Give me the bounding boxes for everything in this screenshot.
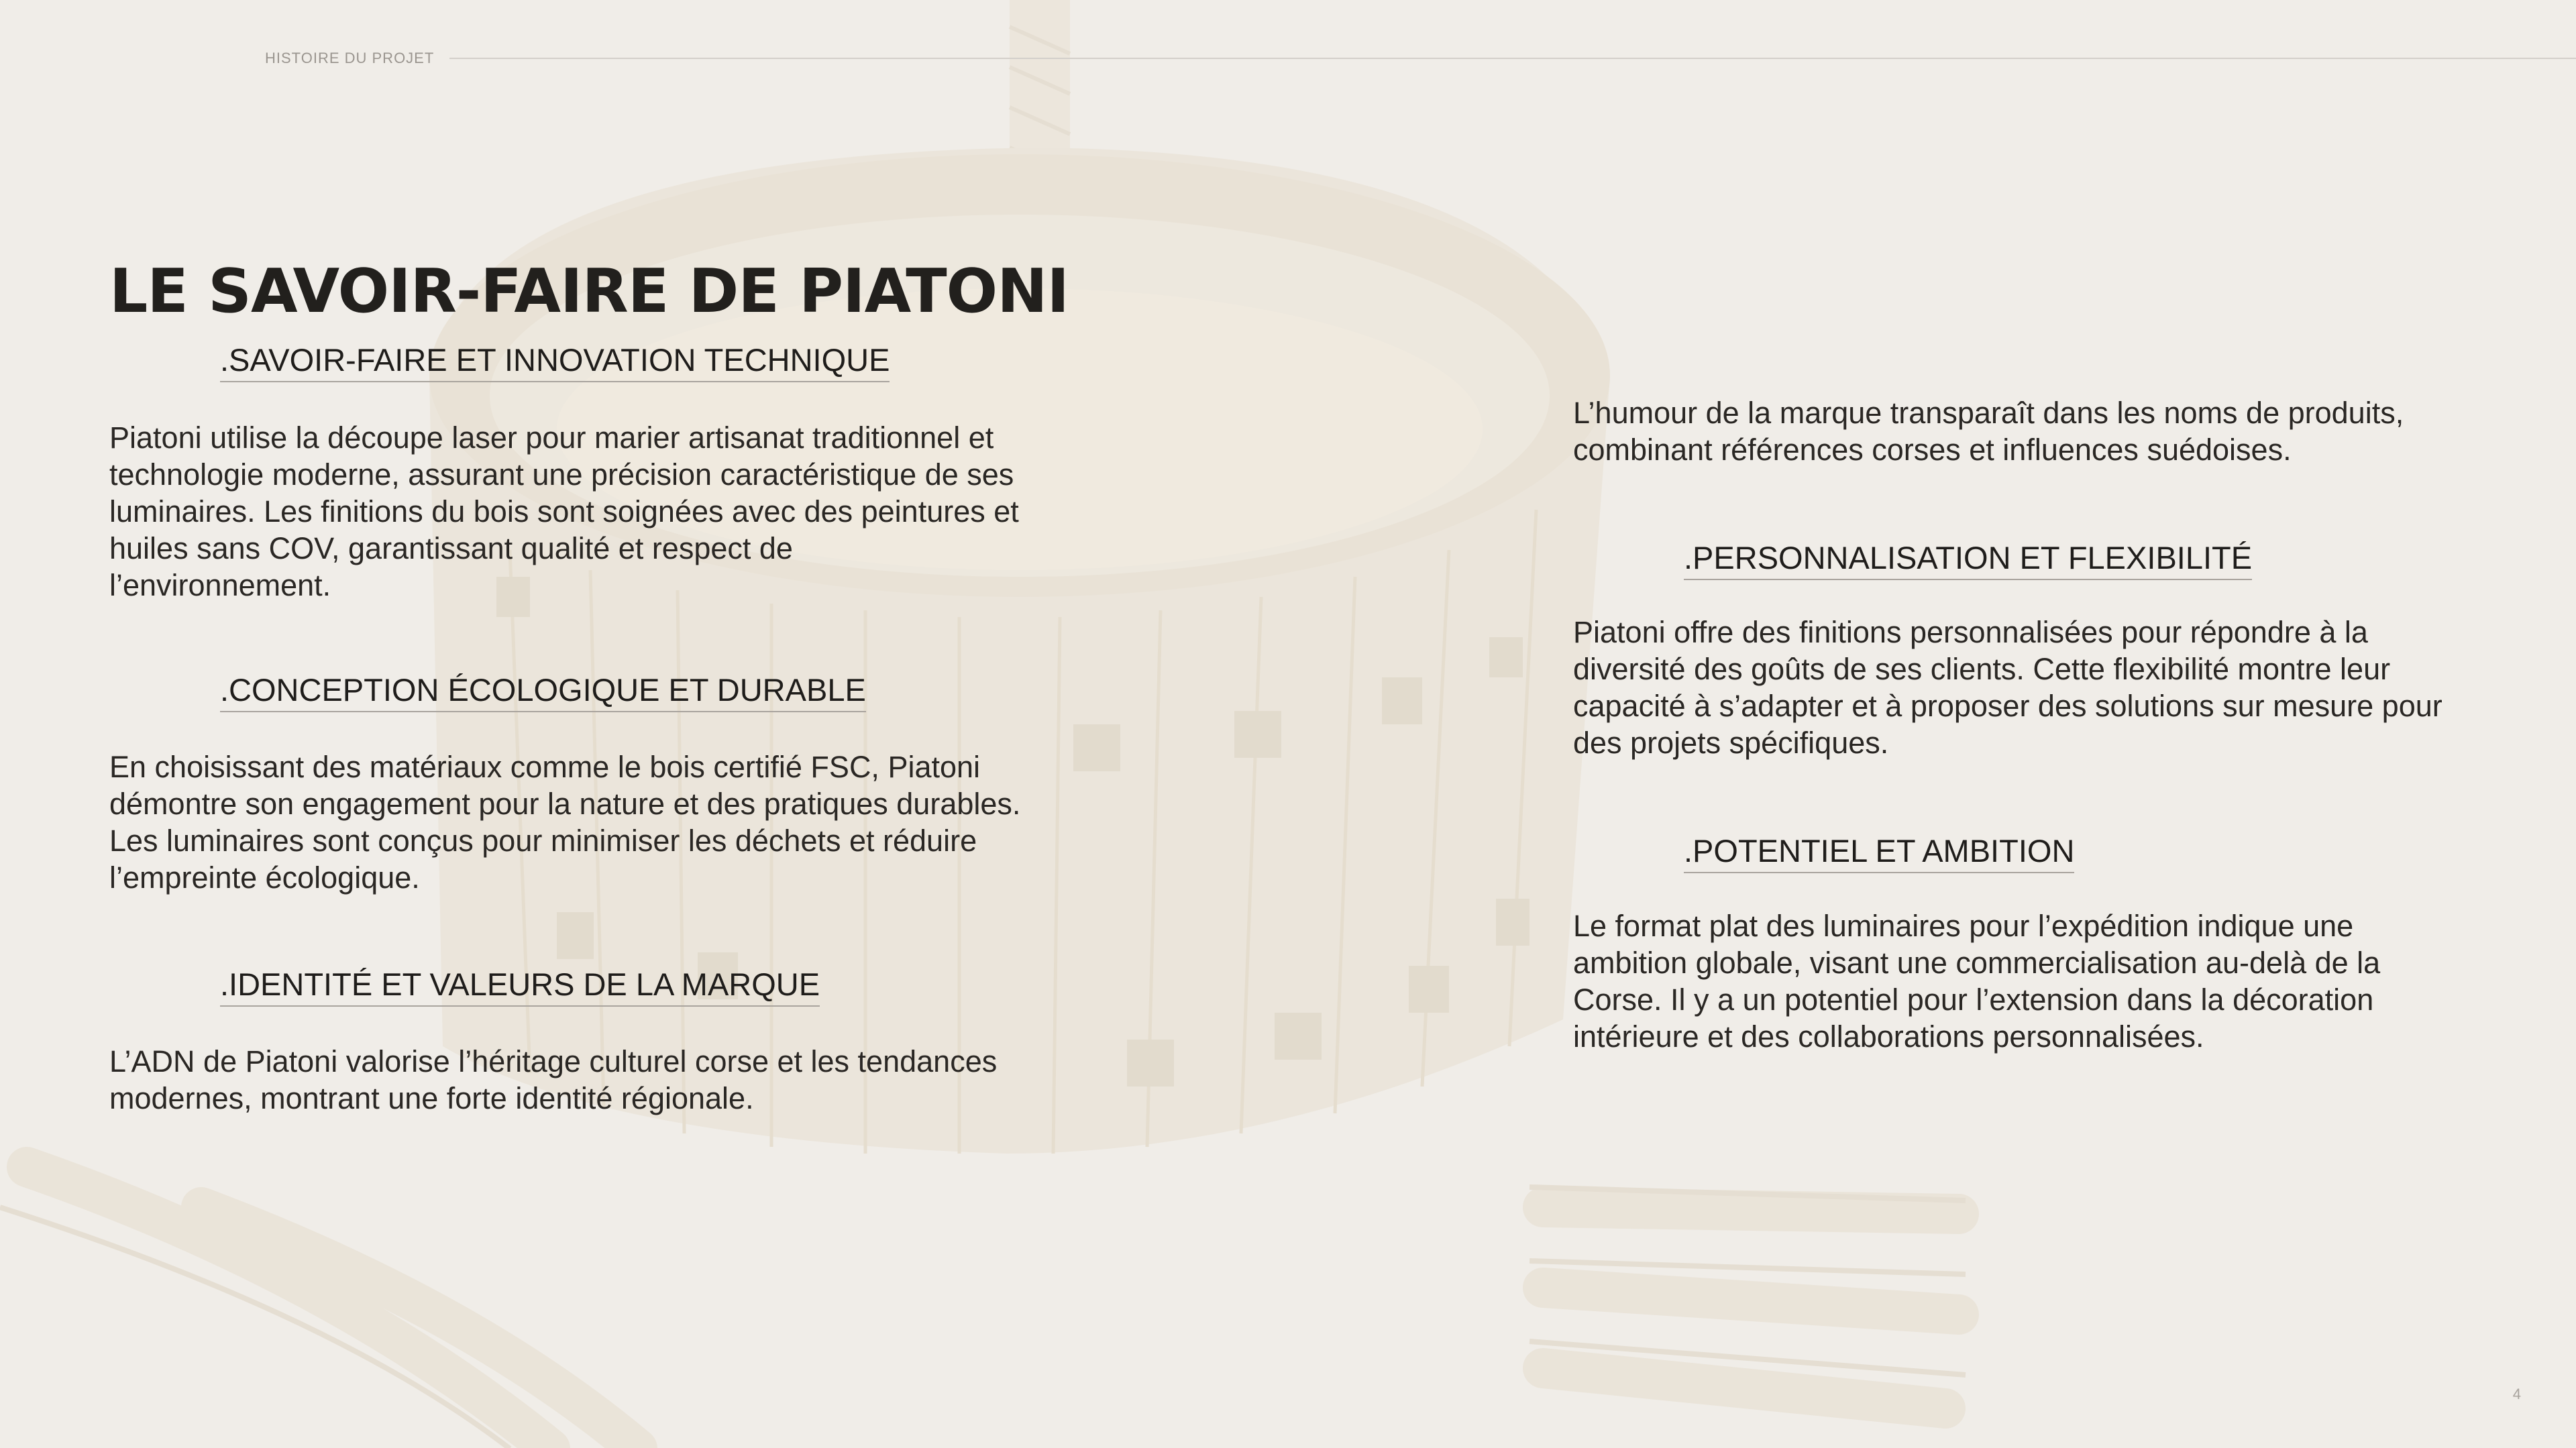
section-label: HISTOIRE DU PROJET: [265, 50, 435, 66]
body-conception: En choisissant des matériaux comme le bois certifié FSC, Piatoni démontre son engagement pour la nature et des pratiques durables. Les luminaires sont conçus pour minimiser les déchets et réduire l’empreinte écologique.: [109, 750, 1021, 895]
header-divider: [449, 58, 2576, 59]
heading-identite: .IDENTITÉ ET VALEURS DE LA MARQUE: [220, 964, 820, 1007]
body-savoir-faire: Piatoni utilise la découpe laser pour marier artisanat traditionnel et technologie moderne, assurant une précision caractéristique de ses luminaires. Les finitions du bois sont soignées avec des peintures et huiles sans COV, garantissant qualité et respect de l’environnement.: [109, 421, 1019, 602]
body-humour-intro: L’humour de la marque transparaît dans les noms de produits, combinant références corses et influences suédoises.: [1573, 396, 2404, 467]
heading-personnalisation: .PERSONNALISATION ET FLEXIBILITÉ: [1684, 537, 2252, 580]
page-title: LE SAVOIR-FAIRE DE PIATONI: [109, 256, 1069, 327]
body-personnalisation: Piatoni offre des finitions personnalisées pour répondre à la diversité des goûts de ses clients. Cette flexibilité montre leur capacité à s’adapter et à proposer des solutions sur mesure pour des projets spécifiques.: [1573, 615, 2443, 760]
body-potentiel: Le format plat des luminaires pour l’expédition indique une ambition globale, visant une commercialisation au-delà de la Corse. Il y a un potentiel pour l’extension dans la décoration intérieure et des collaborations personnalisées.: [1573, 909, 2381, 1054]
body-identite: L’ADN de Piatoni valorise l’héritage culturel corse et les tendances modernes, montrant une forte identité régionale.: [109, 1044, 998, 1115]
heading-savoir-faire: .SAVOIR-FAIRE ET INNOVATION TECHNIQUE: [220, 339, 890, 382]
heading-conception: .CONCEPTION ÉCOLOGIQUE ET DURABLE: [220, 669, 866, 712]
page-number: 4: [2512, 1386, 2521, 1402]
heading-potentiel: .POTENTIEL ET AMBITION: [1684, 830, 2074, 873]
